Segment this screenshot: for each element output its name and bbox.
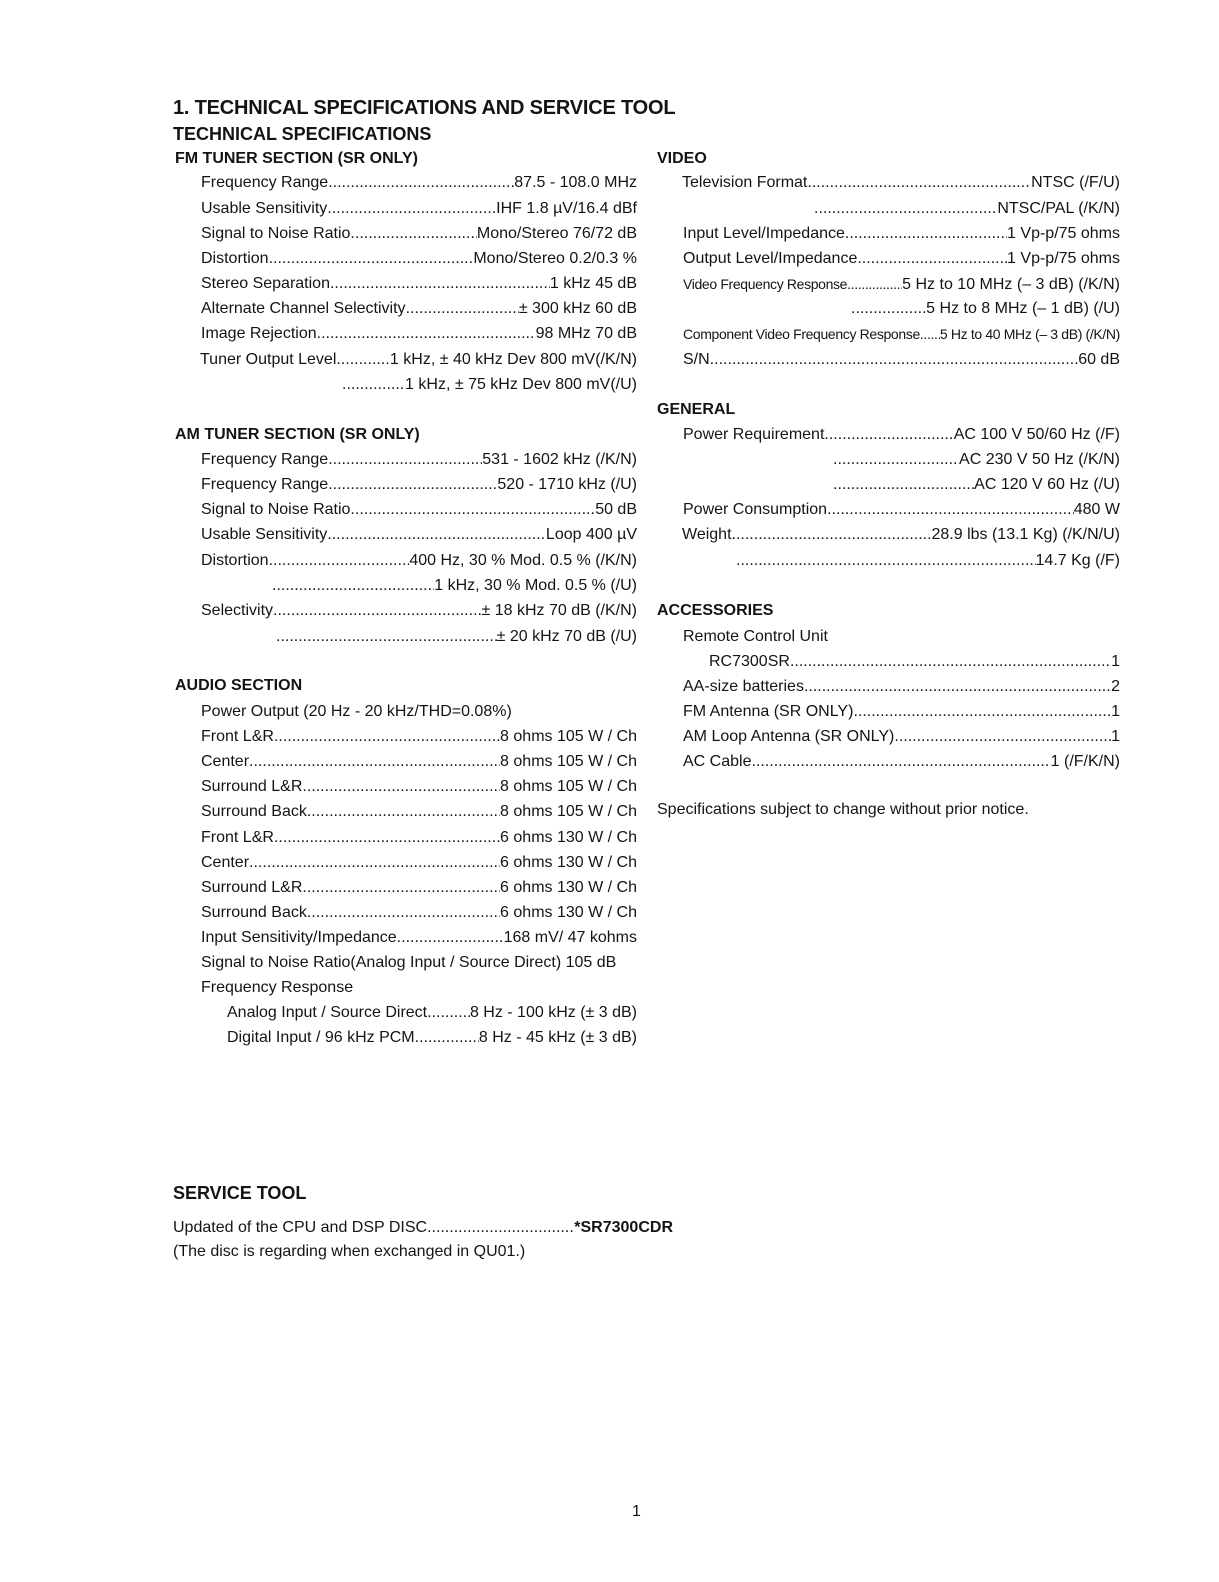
- spec-value: ± 18 kHz 70 dB (/K/N): [481, 602, 637, 619]
- spec-label: Digital Input / 96 kHz PCM: [227, 1029, 415, 1046]
- spec-value: 1 (/F/K/N): [1050, 753, 1120, 770]
- spec-label: Usable Sensitivity: [201, 526, 328, 543]
- spec-value: 28.9 lbs (13.1 Kg) (/K/N/U): [931, 526, 1120, 543]
- spec-row: [683, 424, 1120, 446]
- spec-value: AC 230 V 50 Hz (/K/N): [959, 451, 1120, 468]
- frequency-response-label: Frequency Response: [201, 979, 354, 996]
- spec-row: [201, 827, 637, 849]
- spec-value: AC 100 V 50/60 Hz (/F): [953, 426, 1120, 443]
- spec-label: RC7300SR: [709, 653, 790, 670]
- spec-label: FM Antenna (SR ONLY): [683, 703, 854, 720]
- spec-value: 6 ohms 130 W / Ch: [500, 879, 637, 896]
- spec-label: Signal to Noise Ratio: [201, 501, 351, 518]
- spec-row: [814, 198, 1120, 220]
- spec-value: 1: [1111, 703, 1120, 720]
- spec-label: Component Video Frequency Response: [683, 326, 920, 342]
- page-title: 1. TECHNICAL SPECIFICATIONS AND SERVICE TOOL: [173, 97, 676, 119]
- spec-value: 87.5 - 108.0 MHz: [514, 174, 637, 191]
- spec-row: [683, 676, 1120, 698]
- spec-row: [342, 374, 637, 396]
- spec-label: Alternate Channel Selectivity: [201, 300, 406, 317]
- spec-label: Selectivity: [201, 602, 274, 619]
- spec-row: [201, 172, 637, 194]
- spec-label: Distortion: [201, 250, 269, 267]
- spec-value: 5 Hz to 40 MHz (– 3 dB) (/K/N): [939, 326, 1120, 342]
- spec-row: [201, 449, 637, 471]
- spec-row: [201, 927, 637, 949]
- spec-row: [683, 248, 1120, 270]
- service-tool-label: Updated of the CPU and DSP DISC: [173, 1219, 428, 1236]
- spec-label: Surround L&R: [201, 879, 303, 896]
- power-output-label: Power Output (20 Hz - 20 kHz/THD=0.08%): [201, 703, 512, 720]
- spec-value: 5 Hz to 10 MHz (– 3 dB) (/K/N): [902, 276, 1120, 293]
- spec-row: [683, 499, 1120, 521]
- spec-row: [201, 550, 637, 572]
- spec-value: 1 kHz 45 dB: [549, 275, 637, 292]
- spec-row: [709, 651, 1120, 673]
- spec-value: ± 20 kHz 70 dB (/U): [496, 628, 637, 645]
- spec-value: 168 mV/ 47 kohms: [503, 929, 637, 946]
- spec-row: [683, 223, 1120, 245]
- spec-row: [201, 726, 637, 748]
- spec-value: 1 Vp-p/75 ohms: [1007, 225, 1120, 242]
- spec-value: 6 ohms 130 W / Ch: [500, 829, 637, 846]
- spec-row: [201, 273, 637, 295]
- snr-spec: Signal to Noise Ratio(Analog Input / Source Direct) 105 dB: [201, 954, 617, 971]
- spec-label: Front L&R: [201, 728, 274, 745]
- spec-value: 400 Hz, 30 % Mod. 0.5 % (/K/N): [409, 552, 637, 569]
- general-section-title: GENERAL: [657, 401, 736, 418]
- spec-row: [201, 902, 637, 924]
- spec-label: Frequency Range: [201, 451, 329, 468]
- spec-value: 8 ohms 105 W / Ch: [500, 778, 637, 795]
- fm-section-title: FM TUNER SECTION (SR ONLY): [175, 150, 418, 167]
- spec-value: 8 ohms 105 W / Ch: [500, 728, 637, 745]
- spec-label: Tuner Output Level: [200, 351, 337, 368]
- spec-value: 8 ohms 105 W / Ch: [500, 753, 637, 770]
- spec-value: 14.7 Kg (/F): [1035, 552, 1120, 569]
- spec-label: Distortion: [201, 552, 269, 569]
- spec-label: Surround Back: [201, 904, 307, 921]
- spec-label: Usable Sensitivity: [201, 200, 328, 217]
- spec-value: 1 kHz, ± 75 kHz Dev 800 mV(/U): [405, 376, 637, 393]
- spec-label: Output Level/Impedance: [683, 250, 858, 267]
- spec-label: AC Cable: [683, 753, 752, 770]
- spec-row: [683, 349, 1120, 371]
- spec-value: NTSC (/F/U): [1031, 174, 1120, 191]
- spec-value: 1 kHz, ± 40 kHz Dev 800 mV(/K/N): [389, 351, 637, 368]
- spec-row: [683, 751, 1120, 773]
- specifications-notice: Specifications subject to change without prior notice.: [657, 801, 1029, 818]
- spec-row: [272, 575, 637, 597]
- spec-row: [201, 474, 637, 496]
- spec-row: [833, 449, 1120, 471]
- service-tool-row: [173, 1217, 673, 1239]
- spec-row: [276, 626, 637, 648]
- spec-value: 2: [1111, 678, 1120, 695]
- section-heading-technical-specifications: TECHNICAL SPECIFICATIONS: [173, 124, 432, 144]
- spec-label: Power Requirement: [683, 426, 825, 443]
- spec-row: [227, 1002, 637, 1024]
- spec-row: [201, 801, 637, 823]
- spec-value: IHF 1.8 µV/16.4 dBf: [496, 200, 637, 217]
- service-tool-title: SERVICE TOOL: [173, 1183, 307, 1203]
- spec-value: 60 dB: [1078, 351, 1120, 368]
- spec-row: [683, 701, 1120, 723]
- spec-label: Front L&R: [201, 829, 274, 846]
- spec-row: [201, 776, 637, 798]
- spec-value: 50 dB: [595, 501, 637, 518]
- spec-value: 1: [1111, 653, 1120, 670]
- spec-row: [683, 726, 1120, 748]
- audio-section-title: AUDIO SECTION: [175, 677, 303, 694]
- spec-label: AM Loop Antenna (SR ONLY): [683, 728, 895, 745]
- spec-row: [201, 198, 637, 220]
- spec-value: 5 Hz to 8 MHz (– 1 dB) (/U): [926, 300, 1120, 317]
- spec-value: NTSC/PAL (/K/N): [997, 200, 1120, 217]
- spec-row: [201, 298, 637, 320]
- spec-value: Loop 400 µV: [545, 526, 637, 543]
- spec-row: [683, 273, 1120, 295]
- video-section-title: VIDEO: [657, 150, 707, 167]
- spec-value: 531 - 1602 kHz (/K/N): [482, 451, 637, 468]
- spec-row: [682, 172, 1120, 194]
- spec-value: 480 W: [1073, 501, 1120, 518]
- spec-value: 8 ohms 105 W / Ch: [500, 803, 637, 820]
- spec-label: Surround L&R: [201, 778, 303, 795]
- spec-label: Analog Input / Source Direct: [227, 1004, 428, 1021]
- spec-label: Television Format: [682, 174, 808, 191]
- spec-row: [201, 248, 637, 270]
- spec-label: Surround Back: [201, 803, 307, 820]
- spec-row: [201, 223, 637, 245]
- spec-label: Video Frequency Response: [683, 276, 848, 292]
- spec-label: Input Level/Impedance: [683, 225, 845, 242]
- spec-label: Weight: [682, 526, 732, 543]
- spec-label: Frequency Range: [201, 476, 329, 493]
- spec-value: 1 kHz, 30 % Mod. 0.5 % (/U): [434, 577, 637, 594]
- spec-label: Center: [201, 753, 250, 770]
- accessories-section-title: ACCESSORIES: [657, 602, 774, 619]
- spec-row: [682, 524, 1120, 546]
- service-tool-value: *SR7300CDR: [574, 1219, 673, 1236]
- spec-row: [201, 323, 637, 345]
- spec-row: [201, 751, 637, 773]
- spec-value: 6 ohms 130 W / Ch: [500, 904, 637, 921]
- spec-value: 520 - 1710 kHz (/U): [497, 476, 637, 493]
- spec-row: [201, 877, 637, 899]
- am-section-title: AM TUNER SECTION (SR ONLY): [175, 426, 420, 443]
- spec-row: [736, 550, 1120, 572]
- spec-value: Mono/Stereo 0.2/0.3 %: [473, 250, 637, 267]
- spec-value: 1 Vp-p/75 ohms: [1007, 250, 1120, 267]
- spec-row: [833, 474, 1120, 496]
- spec-label: Input Sensitivity/Impedance: [201, 929, 397, 946]
- spec-label: Center: [201, 854, 250, 871]
- spec-value: AC 120 V 60 Hz (/U): [974, 476, 1120, 493]
- spec-label: Signal to Noise Ratio: [201, 225, 351, 242]
- spec-value: 8 Hz - 45 kHz (± 3 dB): [478, 1029, 637, 1046]
- page-number: 1: [632, 1503, 641, 1520]
- spec-row: [851, 298, 1120, 320]
- spec-value: 1: [1111, 728, 1120, 745]
- spec-row: [201, 852, 637, 874]
- service-tool-note: (The disc is regarding when exchanged in QU01.): [173, 1243, 526, 1260]
- spec-value: Mono/Stereo 76/72 dB: [476, 225, 637, 242]
- spec-label: S/N: [683, 351, 710, 368]
- spec-label: Frequency Range: [201, 174, 329, 191]
- spec-row: [201, 524, 637, 546]
- spec-label: Stereo Separation: [201, 275, 330, 292]
- spec-label: AA-size batteries: [683, 678, 804, 695]
- spec-row: [683, 323, 1120, 345]
- spec-label: Image Rejection: [201, 325, 317, 342]
- spec-row: [227, 1027, 637, 1049]
- spec-value: ± 300 kHz 60 dB: [518, 300, 637, 317]
- spec-value: 98 MHz 70 dB: [535, 325, 637, 342]
- spec-value: 8 Hz - 100 kHz (± 3 dB): [469, 1004, 637, 1021]
- spec-row: [200, 349, 637, 371]
- spec-value: 6 ohms 130 W / Ch: [500, 854, 637, 871]
- spec-row: [201, 600, 637, 622]
- remote-control-label: Remote Control Unit: [683, 628, 828, 645]
- spec-label: Power Consumption: [683, 501, 828, 518]
- spec-row: [201, 499, 637, 521]
